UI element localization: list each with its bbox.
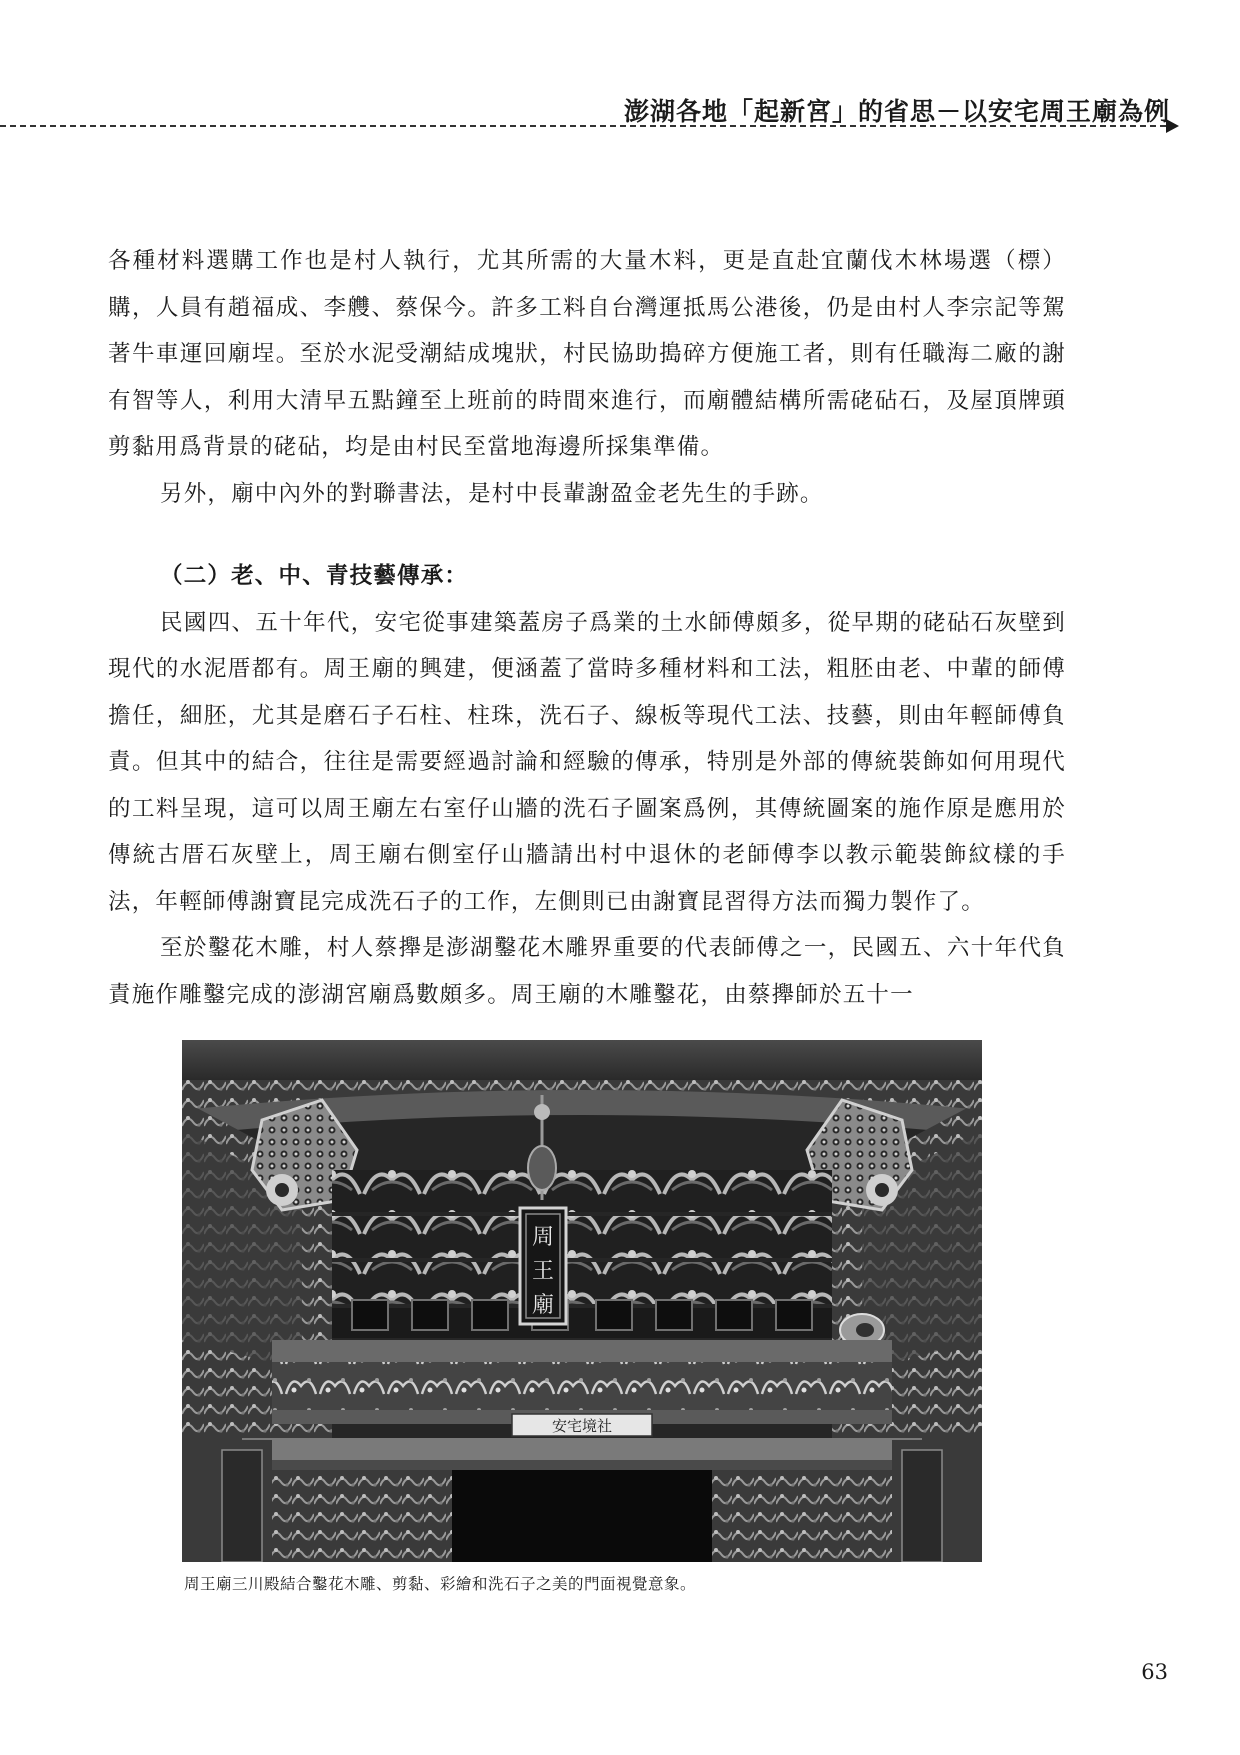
plaque-char-2: 王 xyxy=(531,1259,555,1284)
page-number: 63 xyxy=(1141,1660,1168,1684)
paragraph-materials: 各種材料選購工作也是村人執行，尤其所需的大量木料，更是直赴宜蘭伐木林場選（標）購，人員有趙福成、李艭、蔡保今。許多工料自台灣運抵馬公港後，仍是由村人李宗記等駕著牛車運回廟埕。至於水泥受潮結成塊狀，村民協助搗碎方便施工者，則有任職海二廠的謝有智等人，利用大清早五點鐘至上班前的時間來進行，而廟體結構所需硓砧石，及屋頂牌頭剪黏用爲背景的硓砧，均是由村民至當地海邊所採集準備。 xyxy=(108,248,1066,460)
plaque-char-1: 周 xyxy=(531,1225,555,1250)
temple-facade-illustration xyxy=(182,1040,982,1562)
paragraph-couplets: 另外，廟中內外的對聯書法，是村中長輩謝盈金老先生的手跡。 xyxy=(160,480,824,507)
header-dashed-rule xyxy=(0,125,1166,127)
header-arrow-icon xyxy=(1166,119,1179,133)
body-text xyxy=(108,238,1066,1018)
plaque-char-3: 廟 xyxy=(531,1293,555,1318)
paragraph-woodcarving: 至於鑿花木雕，村人蔡攑是澎湖鑿花木雕界重要的代表師傅之一，民國五、六十年代負責施作雕鑿完成的澎湖宮廟爲數頗多。周王廟的木雕鑿花，由蔡攑師於五十一 xyxy=(108,935,1066,1008)
figure-caption: 周王廟三川殿結合鑿花木雕、剪黏、彩繪和洗石子之美的門面視覺意象。 xyxy=(184,1575,697,1593)
section-heading: （二）老、中、青技藝傳承： xyxy=(160,563,469,589)
running-header-title: 澎湖各地「起新宮」的省思－以安宅周王廟為例 xyxy=(623,97,1170,126)
lintel-sign-text: 安宅境社 xyxy=(551,1417,613,1435)
paragraph-craftsmen: 民國四、五十年代，安宅從事建築蓋房子爲業的土水師傅頗多，從早期的硓砧石灰壁到現代的水泥厝都有。周王廟的興建，便涵蓋了當時多種材料和工法，粗胚由老、中輩的師傅擔任，細胚，尤其是磨石子石柱、柱珠，洗石子、線板等現代工法、技藝，則由年輕師傅負責。但其中的結合，往往是需要經過討論和經驗的傳承，特別是外部的傳統裝飾如何用現代的工料呈現，這可以周王廟左右室仔山牆的洗石子圖案爲例，其傳統圖案的施作原是應用於傳統古厝石灰壁上，周王廟右側室仔山牆請出村中退休的老師傅李以教示範裝飾紋樣的手法，年輕師傅謝寶昆完成洗石子的工作，左側則已由謝寶昆習得方法而獨力製作了。 xyxy=(108,609,1066,915)
temple-facade-photo xyxy=(182,1040,982,1562)
